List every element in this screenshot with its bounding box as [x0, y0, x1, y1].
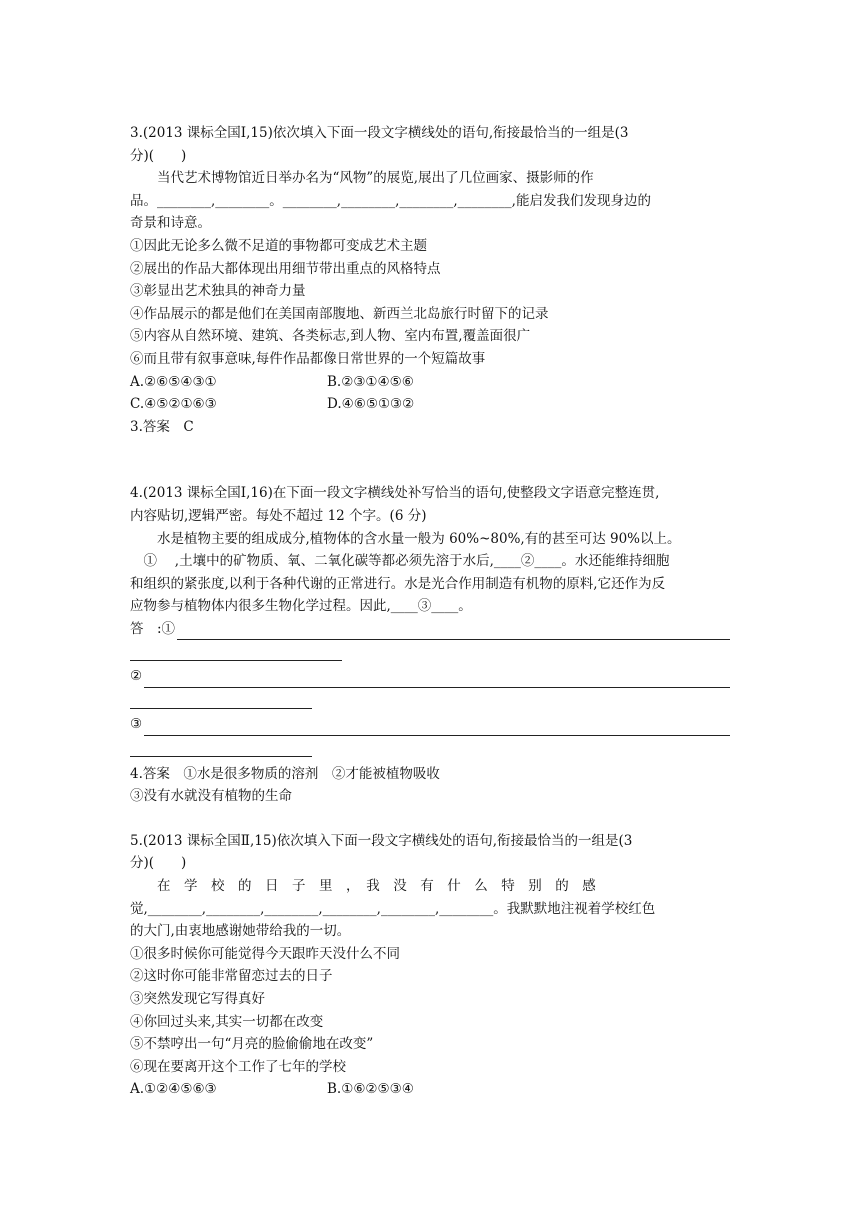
- q4-passage-line3: 和组织的紧张度,以利于各种代谢的正常进行。水是光合作用制造有机物的原料,它还作为反: [130, 575, 666, 592]
- q3-item: ⑥而且带有叙事意味,每件作品都像日常世界的一个短篇故事: [130, 350, 486, 367]
- q4-heading-line1: 4.(2013 课标全国Ⅰ,16)在下面一段文字横线处补写恰当的语句,使整段文字语意完整连贯,: [130, 485, 660, 502]
- q4-answer-line2: ③没有水就没有植物的生命: [130, 788, 292, 805]
- q5-item: ③突然发现它写得真好: [130, 991, 265, 1007]
- q5-passage-line1: 在 学 校 的 日 子 里 ， 我 没 有 什 么 特 别 的 感: [157, 878, 596, 895]
- q3-heading-line2: 分)( ): [130, 147, 187, 164]
- q3-passage-line1: 当代艺术博物馆近日举办名为“风物”的展览,展出了几位画家、摄影师的作: [157, 170, 594, 187]
- q5-option-a: A.①②④⑤⑥③: [130, 1081, 217, 1098]
- q3-option-c: C.④⑤②①⑥③: [130, 396, 217, 413]
- q3-options-row2: [130, 393, 730, 416]
- q3-option-d: D.④⑥⑤①③②: [327, 396, 415, 413]
- q4-answer-blank-3[interactable]: [130, 713, 730, 736]
- q3-item: ②展出的作品大都体现出用细节带出重点的风格特点: [130, 260, 441, 277]
- answer-line-continued: [130, 688, 312, 709]
- answer-line-continued: [130, 736, 312, 757]
- q3-options-row1: [130, 371, 730, 394]
- q5-item: ④你回过头来,其实一切都在改变: [130, 1013, 324, 1030]
- q4-answer-label-2: ②: [130, 668, 143, 685]
- q3-passage-line2: 品。________,________。________,________,________,________,能启发我们发现身边的: [130, 192, 651, 209]
- q5-item: ⑥现在要离开这个工作了七年的学校: [130, 1058, 346, 1075]
- q4-answer-blank-1[interactable]: [130, 618, 730, 641]
- q3-option-b: B.②③①④⑤⑥: [327, 373, 414, 390]
- q5-item: ⑤不禁哼出一句“月亮的脸偷偷地在改变”: [130, 1036, 374, 1053]
- answer-line: [144, 719, 730, 736]
- q4-heading-line2: 内容贴切,逻辑严密。每处不超过 12 个字。(6 分): [130, 507, 427, 524]
- answer-line-continued: [130, 640, 342, 661]
- q5-item: ①很多时候你可能觉得今天跟昨天没什么不同: [130, 945, 400, 962]
- q4-passage-line4: 应物参与植物体内很多生物化学过程。因此,____③____。: [130, 598, 472, 615]
- q3-passage-line3: 奇景和诗意。: [130, 215, 211, 232]
- document-page: [130, 122, 730, 1101]
- q4-answer-label-3: ③: [130, 716, 143, 733]
- answer-line: [144, 671, 730, 688]
- q4-passage-line1: 水是植物主要的组成成分,植物体的含水量一般为 60%~80%,有的甚至可达 90%以上。: [157, 530, 681, 547]
- q4-answer-blank-2[interactable]: [130, 665, 730, 688]
- q5-passage-line2: 觉,________,________,________,________,________,________。我默默地注视着学校红色: [130, 900, 656, 917]
- q5-item: ②这时你可能非常留恋过去的日子: [130, 968, 333, 985]
- q3-item: ⑤内容从自然环境、建筑、各类标志,到人物、室内布置,覆盖面很广: [130, 328, 531, 345]
- q4-answer-label-1: 答 :①: [130, 620, 176, 637]
- question-3: [130, 122, 730, 438]
- q3-item: ③彰显出艺术独具的神奇力量: [130, 283, 306, 300]
- question-4: [130, 482, 730, 808]
- q3-heading-line1: 3.(2013 课标全国Ⅰ,15)依次填入下面一段文字横线处的语句,衔接最恰当的一组是(3: [130, 125, 629, 141]
- q3-option-a: A.②⑥⑤④③①: [130, 373, 217, 390]
- question-5: [130, 830, 730, 1101]
- q5-options-row1: [130, 1078, 730, 1101]
- q5-option-b: B.①⑥②⑤③④: [327, 1081, 414, 1098]
- q5-heading-line2: 分)( ): [130, 855, 187, 872]
- q5-passage-line3: 的大门,由衷地感谢她带给我的一切。: [130, 923, 351, 940]
- q3-item: ①因此无论多么微不足道的事物都可变成艺术主题: [130, 237, 427, 254]
- q3-item: ④作品展示的都是他们在美国南部腹地、新西兰北岛旅行时留下的记录: [130, 305, 549, 322]
- q5-heading-line1: 5.(2013 课标全国Ⅱ,15)依次填入下面一段文字横线处的语句,衔接最恰当的一组是(3: [130, 832, 633, 849]
- q4-answer-line1: 4.答案 ①水是很多物质的溶剂 ②才能被植物吸收: [130, 765, 440, 782]
- q3-answer: 3.答案 C: [130, 418, 194, 435]
- answer-line: [177, 623, 730, 640]
- q4-passage-line2: ① ,土壤中的矿物质、氧、二氧化碳等都必须先溶于水后,____②____。水还能维持细胞: [130, 553, 670, 570]
